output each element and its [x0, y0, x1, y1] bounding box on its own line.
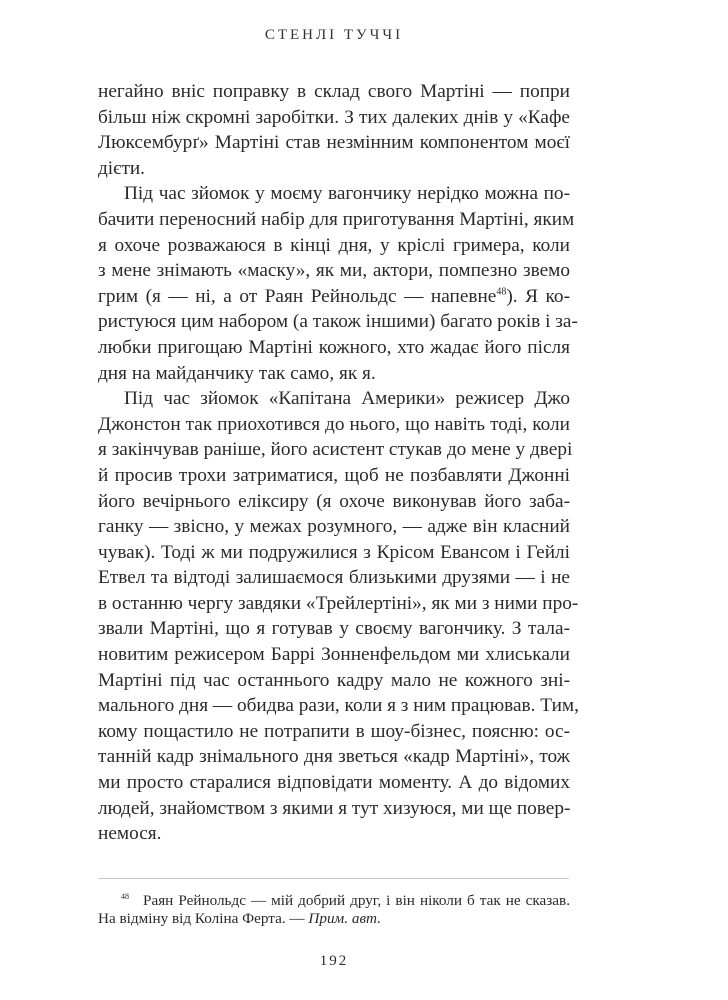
text-line: дієти.	[98, 157, 146, 179]
footnote-number: 48	[121, 892, 129, 901]
footnote-text: На відміну від Коліна Ферта. —	[98, 910, 305, 927]
text-line: ристуюся цим набором (а також іншими) багато років і за-	[98, 311, 578, 333]
text-line: Джонстон так приохотився до нього, що навіть тоді, коли	[98, 413, 570, 435]
text-line: й просив трохи затриматися, щоб не позбавляти Джонні	[98, 464, 570, 486]
text-line: мального дня — обидва рази, коли я з ним працював. Тим,	[98, 695, 579, 717]
text-line: ми просто старалися відповідати моменту. А до відомих	[98, 772, 570, 794]
text-line: ганку — звісно, у межах розумного, — адже він класний	[98, 516, 570, 538]
text-line: в останню чергу завдяки «Трейлертіні», як ми з ними про-	[98, 592, 579, 614]
footnote-note: Прим. авт.	[308, 910, 381, 927]
text-line: Мартіні під час останнього кадру мало не кожного зні-	[98, 669, 570, 691]
footnote-text: Раян Рейнольдс — мій добрий друг, і він ніколи б так не сказав.	[143, 892, 570, 909]
footnote-divider	[98, 878, 569, 879]
text-line: Етвел та відтоді залишаємося близькими друзями — і не	[98, 567, 570, 589]
text-line: негайно вніс поправку в склад свого Мартіні — попри	[98, 81, 570, 102]
text-line: немося.	[98, 823, 162, 845]
text-line: його вечірнього еліксиру (я охоче виконував його заба-	[98, 490, 570, 512]
text-line-part: грим (я — ні, а от Раян Рейнольдс — напевне	[98, 285, 497, 307]
text-line-part: ). Я ко-	[506, 285, 570, 307]
text-line	[98, 284, 570, 310]
text-line: звали Мартіні, що я готував у своєму вагончику. З тала-	[98, 618, 570, 640]
text-line: я закінчував раніше, його асистент стукав до мене у двері	[98, 439, 573, 461]
text-line: людей, знайомством з якими я тут хизуюся, ми ще повер-	[98, 797, 571, 819]
text-line: я охоче розважаюся в кінці дня, у кріслі гримера, коли	[98, 234, 570, 256]
text-line: дня на майданчику так само, як я.	[98, 362, 376, 384]
running-head: СТЕНЛІ ТУЧЧІ	[264, 27, 404, 43]
page-number: 192	[319, 953, 349, 969]
text-line: Під час зйомок «Капітана Америки» режисер Джо	[124, 388, 570, 410]
text-line: любки пригощаю Мартіні кожного, хто жадає його після	[98, 336, 570, 358]
footnote-reference[interactable]: 48	[496, 286, 507, 298]
footnote-line	[98, 910, 570, 928]
footnote-line	[98, 888, 570, 910]
text-line: Під час зйомок у моєму вагончику нерідко можна по-	[124, 183, 570, 205]
footnote	[98, 888, 570, 928]
text-line: Люксембурґ» Мартіні став незмінним компонентом моєї	[98, 132, 570, 154]
text-line: бачити переносний набір для приготування Мартіні, яким	[98, 208, 575, 230]
text-line: з мене знімають «маску», як ми, актори, помпезно звемо	[98, 260, 570, 282]
text-line: танній кадр знімального дня зветься «кадр Мартіні», тож	[98, 746, 570, 768]
text-line: кому пощастило не потрапити в шоу-бізнес, поясню: ос-	[98, 720, 570, 742]
text-line: чувак). Тоді ж ми подружилися з Крісом Евансом і Гейлі	[98, 541, 570, 563]
text-line: новитим режисером Баррі Зонненфельдом ми хлиськали	[98, 644, 570, 666]
body-text	[98, 79, 579, 847]
text-line: більш ніж скромні заробітки. З тих далеких днів у «Кафе	[98, 106, 570, 128]
